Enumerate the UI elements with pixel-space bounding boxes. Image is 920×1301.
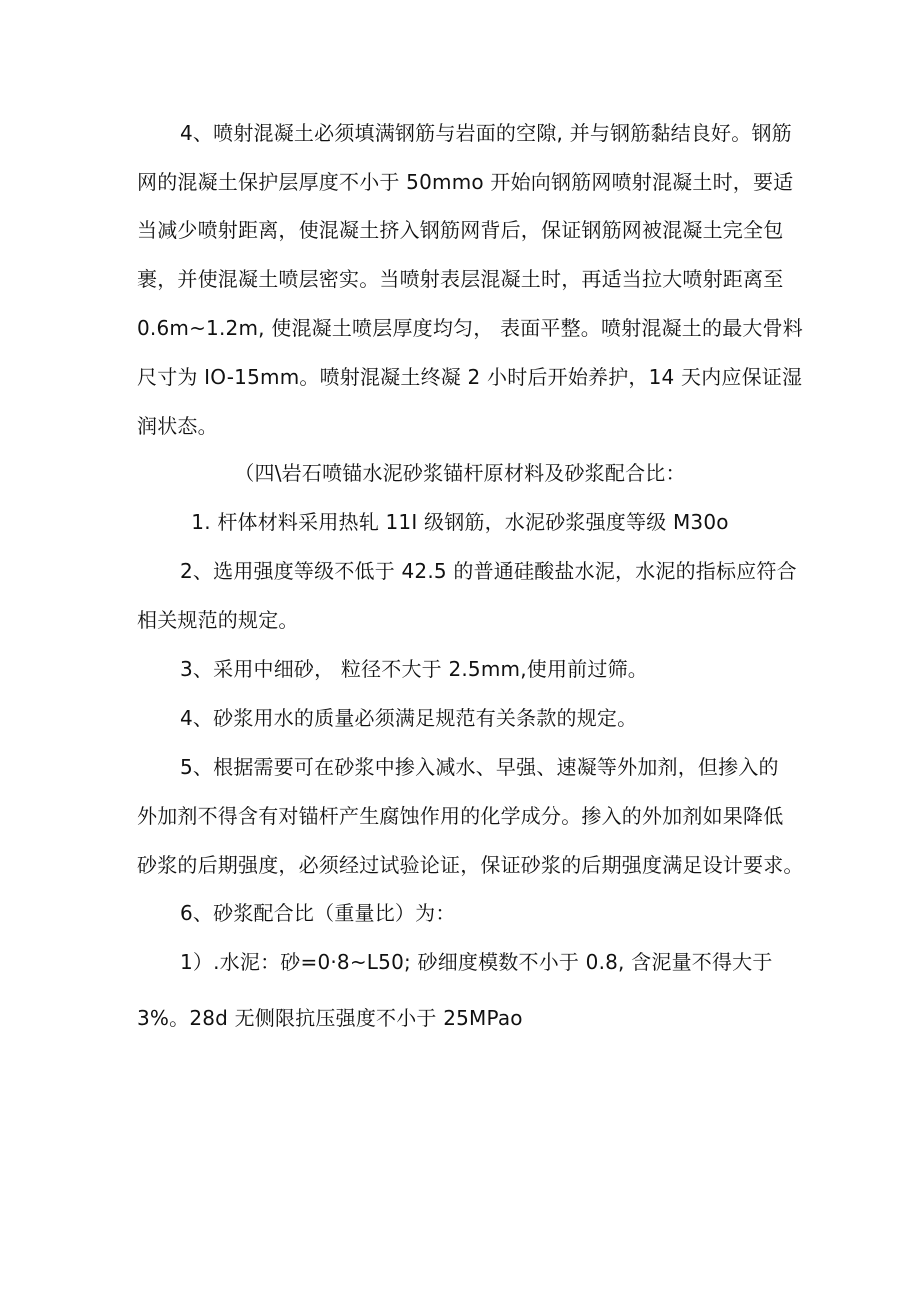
list-item-2-line-1: 2、选用强度等级不低于 42.5 的普通硅酸盐水泥，水泥的指标应符合 [180,559,797,583]
list-item-2-line-2: 相关规范的规定。 [137,608,299,632]
paragraph-shotcrete-line-5: 0.6m~1.2m, 使混凝土喷层厚度均匀， 表面平整。喷射混凝土的最大骨料 [137,316,804,340]
sub-item-1-line-2: 3%。28d 无侧限抗压强度不小于 25MPao [137,1006,523,1030]
list-item-5-line-3: 砂浆的后期强度，必须经过试验论证，保证砂浆的后期强度满足设计要求。 [137,853,804,877]
list-item-5-line-2: 外加剂不得含有对锚杆产生腐蚀作用的化学成分。掺入的外加剂如果降低 [137,804,784,828]
section-heading-four: （四\岩石喷锚水泥砂浆锚杆原材料及砂浆配合比： [234,461,686,485]
list-item-4: 4、砂浆用水的质量必须满足规范有关条款的规定。 [180,706,638,730]
list-item-5-line-1: 5、根据需要可在砂浆中掺入减水、早强、速凝等外加剂，但掺入的 [180,755,779,779]
paragraph-shotcrete-line-1: 4、喷射混凝土必须填满钢筋与岩面的空隙, 并与钢筋黏结良好。钢筋 [180,121,792,145]
list-item-3: 3、采用中细砂， 粒径不大于 2.5mm,使用前过筛。 [180,657,648,681]
list-item-6: 6、砂浆配合比（重量比）为： [180,901,456,925]
sub-item-1-line-1: 1）.水泥：砂=0·8~L50; 砂细度模数不小于 0.8, 含泥量不得大于 [180,950,773,974]
paragraph-shotcrete-line-6: 尺寸为 IO-15mm。喷射混凝土终凝 2 小时后开始养护，14 天内应保证湿 [137,365,803,389]
paragraph-shotcrete-line-7: 润状态。 [137,414,218,438]
paragraph-shotcrete-line-2: 网的混凝土保护层厚度不小于 50mmo 开始向钢筋网喷射混凝土时，要适 [137,170,794,194]
paragraph-shotcrete-line-3: 当减少喷射距离，使混凝土挤入钢筋网背后，保证钢筋网被混凝土完全包 [137,218,784,242]
paragraph-shotcrete-line-4: 裹，并使混凝土喷层密实。当喷射表层混凝土时，再适当拉大喷射距离至 [137,267,784,291]
list-item-1: 1. 杆体材料采用热轧 11I 级钢筋，水泥砂浆强度等级 M30o [191,510,729,534]
